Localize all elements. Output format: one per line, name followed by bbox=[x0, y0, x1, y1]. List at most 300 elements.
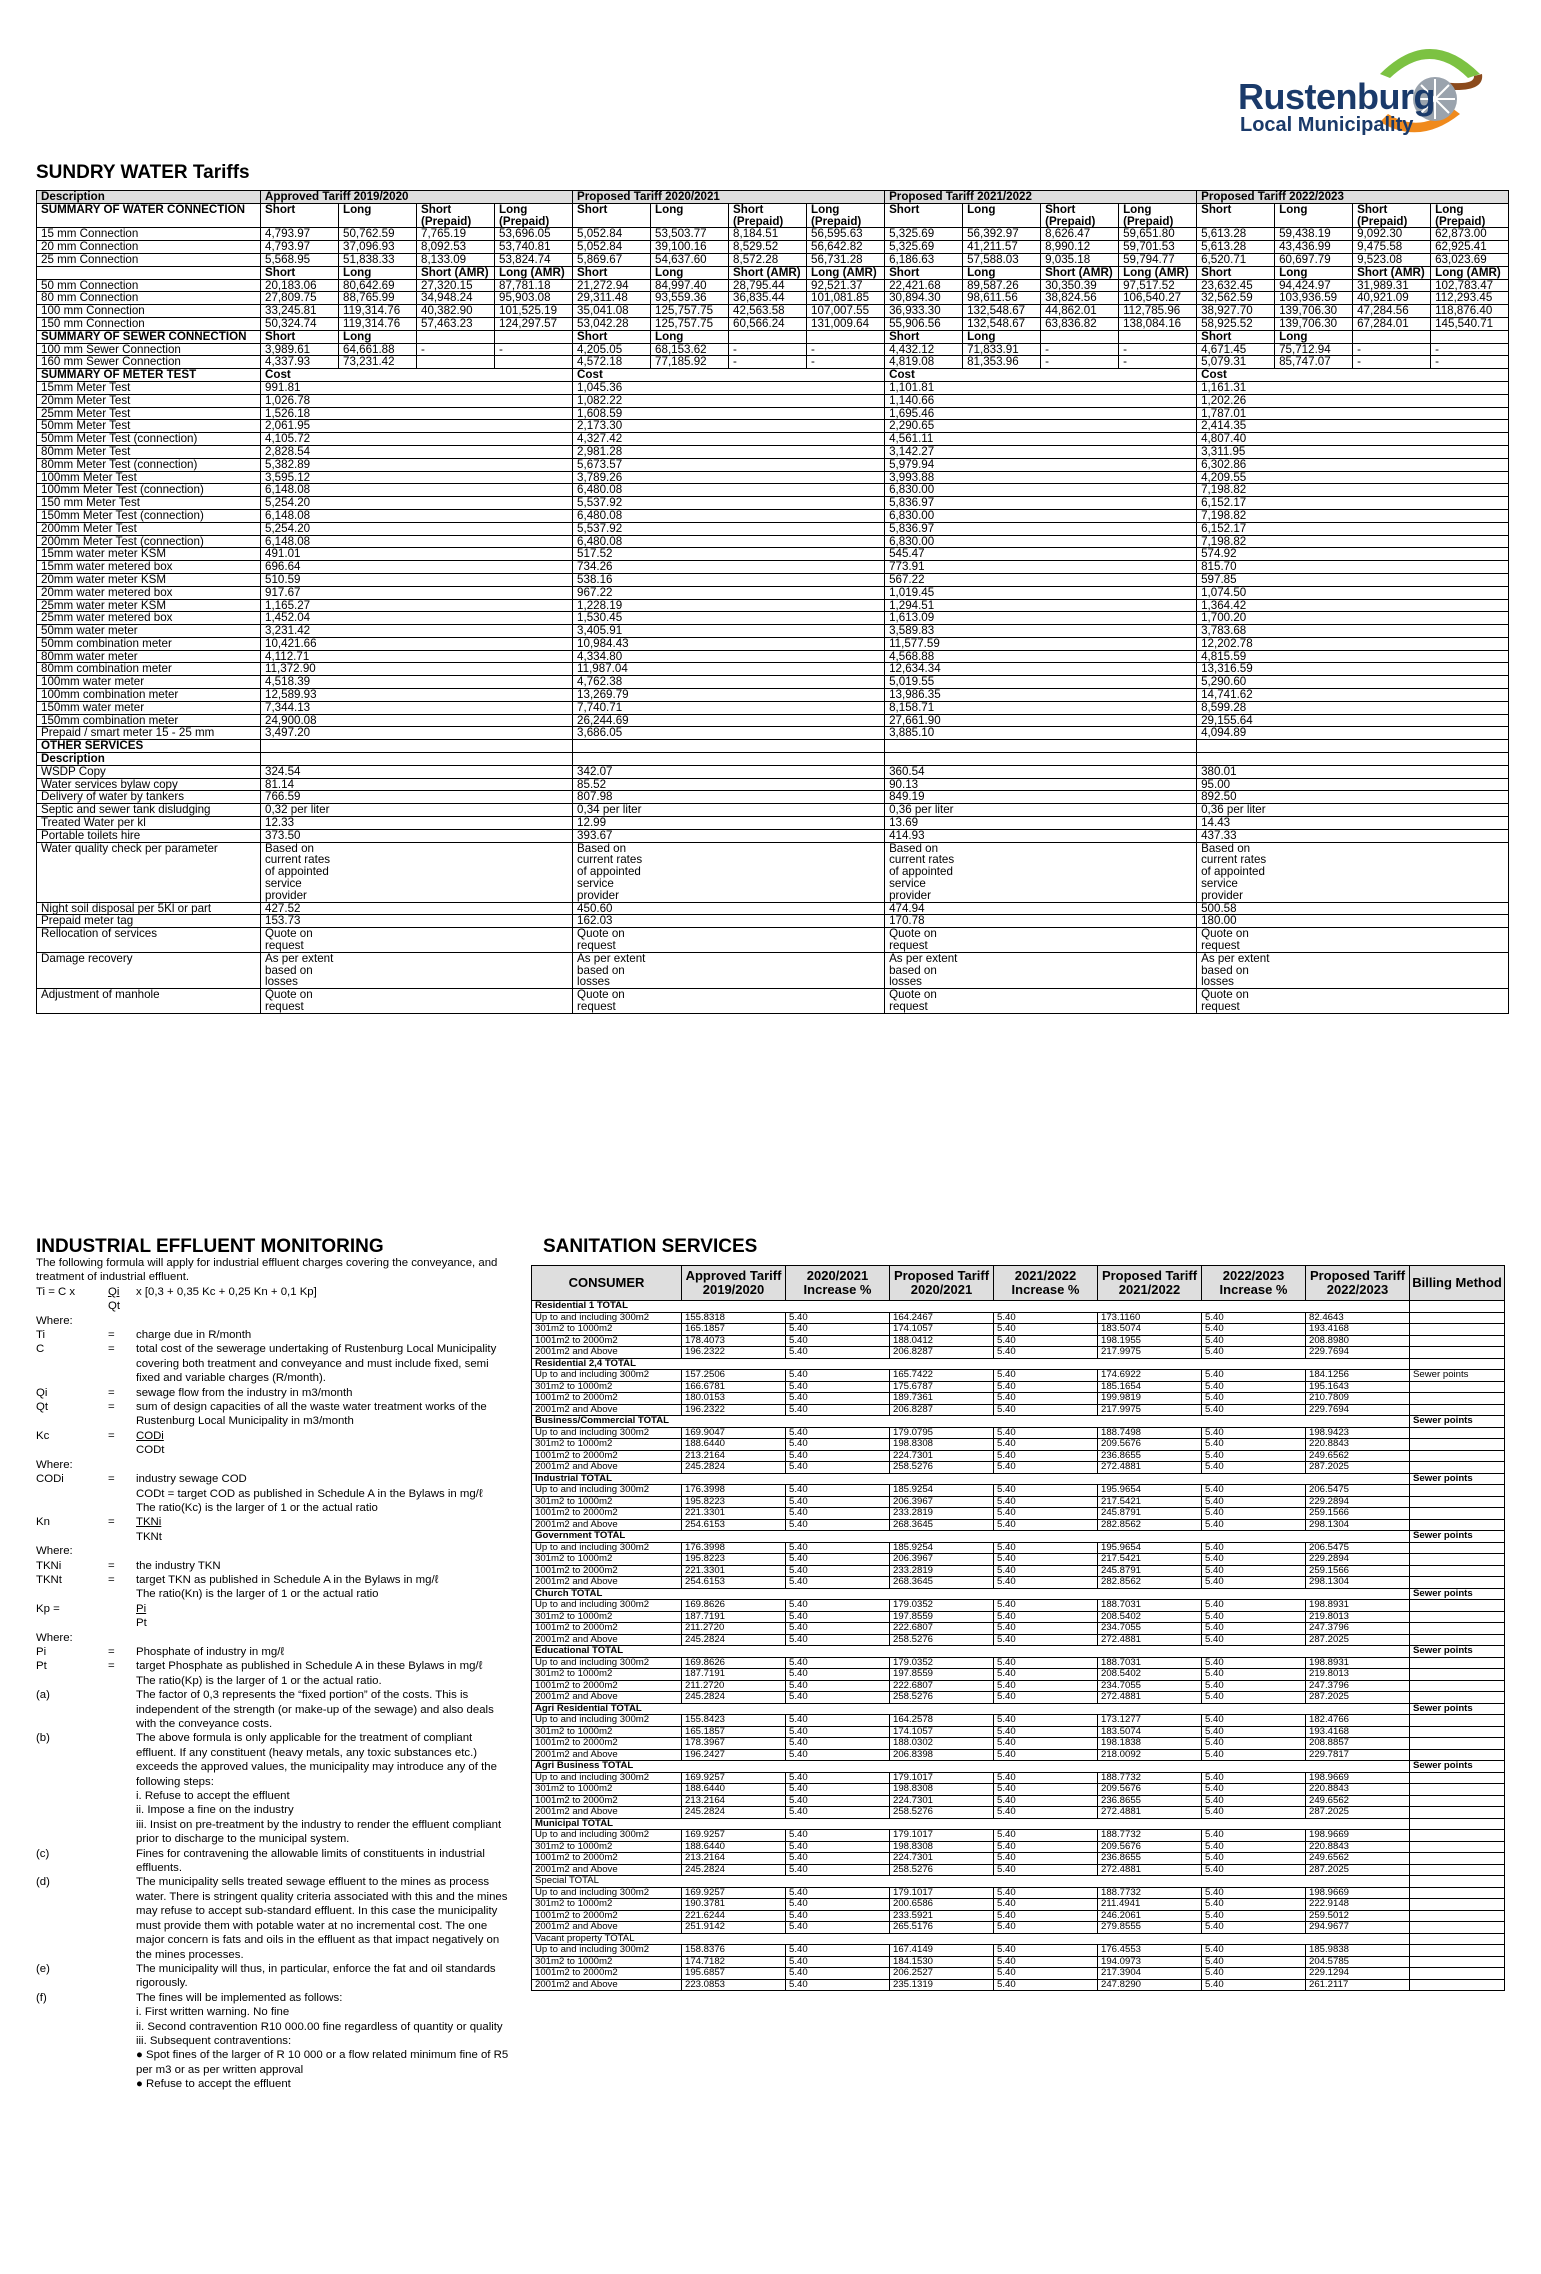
table-cell bbox=[573, 842, 885, 902]
table-cell-text: As per extent based on losses bbox=[577, 951, 646, 989]
effluent-line bbox=[36, 1559, 512, 1573]
table-cell: 2,828.54 bbox=[261, 445, 573, 458]
row-label: 1001m2 to 2000m2 bbox=[532, 1968, 682, 1980]
table-cell: 206.8398 bbox=[890, 1749, 994, 1761]
table-cell: 198.9423 bbox=[1306, 1427, 1410, 1439]
table-row bbox=[37, 445, 1509, 458]
table-cell-text: Quote on request bbox=[889, 988, 937, 1013]
table-cell: 36,835.44 bbox=[729, 292, 807, 305]
table-cell: 5.40 bbox=[786, 1634, 890, 1646]
table-cell: 188.6440 bbox=[682, 1784, 786, 1796]
line-definition: ii. Second contravention R10 000.00 fine regardless of quantity or quality bbox=[136, 2020, 503, 2033]
table-row bbox=[532, 1899, 1505, 1911]
row-label: 2001m2 and Above bbox=[532, 1807, 682, 1819]
table-cell: Short (Prepaid) bbox=[729, 203, 807, 228]
industrial-effluent-text bbox=[36, 1256, 512, 2092]
table-cell: 249.6562 bbox=[1306, 1450, 1410, 1462]
table-row bbox=[37, 740, 1509, 753]
table-cell: Long bbox=[339, 266, 417, 279]
table-cell: 193.4168 bbox=[1306, 1726, 1410, 1738]
col-approved-2019: Approved Tariff 2019/2020 bbox=[682, 1266, 786, 1301]
table-cell: 57,463.23 bbox=[417, 317, 495, 330]
table-cell: 5,052.84 bbox=[573, 241, 651, 254]
effluent-line bbox=[36, 1674, 512, 1688]
table-cell bbox=[1410, 1393, 1505, 1405]
table-cell bbox=[1410, 1450, 1505, 1462]
table-cell: 249.6562 bbox=[1306, 1795, 1410, 1807]
row-label: Night soil disposal per 5Kl or part bbox=[37, 902, 261, 915]
table-cell: 57,588.03 bbox=[963, 253, 1041, 266]
table-cell: - bbox=[1041, 343, 1119, 356]
table-cell-text: Quote on request bbox=[889, 927, 937, 953]
table-cell: 183.5074 bbox=[1098, 1324, 1202, 1336]
table-cell: 176.3998 bbox=[682, 1485, 786, 1497]
table-cell: 11,987.04 bbox=[573, 663, 885, 676]
group-billing bbox=[1410, 1876, 1505, 1888]
table-cell: 1,045.36 bbox=[573, 381, 885, 394]
table-cell: 5.40 bbox=[786, 1519, 890, 1531]
table-cell: 169.8626 bbox=[682, 1657, 786, 1669]
table-cell: 517.52 bbox=[573, 548, 885, 561]
table-cell: 8,572.28 bbox=[729, 253, 807, 266]
table-row bbox=[37, 586, 1509, 599]
table-cell bbox=[1410, 1623, 1505, 1635]
table-cell: 258.5276 bbox=[890, 1634, 994, 1646]
table-cell: 64,661.88 bbox=[339, 343, 417, 356]
table-cell: 204.5785 bbox=[1306, 1956, 1410, 1968]
table-cell: - bbox=[1119, 356, 1197, 369]
table-cell: - bbox=[729, 356, 807, 369]
row-label: 301m2 to 1000m2 bbox=[532, 1841, 682, 1853]
table-cell: 6,148.08 bbox=[261, 535, 573, 548]
group-name: Residential 1 TOTAL bbox=[532, 1301, 1410, 1313]
table-cell: 95.00 bbox=[1197, 778, 1509, 791]
table-cell: 268.3645 bbox=[890, 1519, 994, 1531]
row-label: 80mm Meter Test bbox=[37, 445, 261, 458]
table-cell: 245.2824 bbox=[682, 1634, 786, 1646]
table-cell: 3,993.88 bbox=[885, 471, 1197, 484]
table-row bbox=[532, 1393, 1505, 1405]
table-row bbox=[532, 1807, 1505, 1819]
table-cell: 236.8655 bbox=[1098, 1450, 1202, 1462]
row-label: 301m2 to 1000m2 bbox=[532, 1496, 682, 1508]
table-cell: 5.40 bbox=[786, 1795, 890, 1807]
table-cell: 287.2025 bbox=[1306, 1634, 1410, 1646]
table-cell: 73,231.42 bbox=[339, 356, 417, 369]
table-cell: 5.40 bbox=[786, 1577, 890, 1589]
table-row bbox=[37, 599, 1509, 612]
table-cell: 5.40 bbox=[994, 1726, 1098, 1738]
table-cell: 139,706.30 bbox=[1275, 317, 1353, 330]
table-cell: 62,925.41 bbox=[1431, 241, 1509, 254]
logo-subtitle: Local Municipality bbox=[1240, 114, 1414, 136]
table-cell: 5.40 bbox=[786, 1692, 890, 1704]
table-cell: 5.40 bbox=[994, 1404, 1098, 1416]
table-cell: 5.40 bbox=[994, 1749, 1098, 1761]
table-cell: 85.52 bbox=[573, 778, 885, 791]
table-cell: 567.22 bbox=[885, 573, 1197, 586]
table-cell-text: As per extent based on losses bbox=[889, 951, 958, 989]
table-cell bbox=[885, 952, 1197, 988]
table-cell: 197.8559 bbox=[890, 1611, 994, 1623]
table-cell: 51,838.33 bbox=[339, 253, 417, 266]
table-cell: 211.2720 bbox=[682, 1623, 786, 1635]
row-label: Water services bylaw copy bbox=[37, 778, 261, 791]
table-cell: 164.2578 bbox=[890, 1715, 994, 1727]
row-label: 100mm Meter Test bbox=[37, 471, 261, 484]
table-row bbox=[37, 420, 1509, 433]
table-row bbox=[532, 1611, 1505, 1623]
table-cell bbox=[1197, 842, 1509, 902]
effluent-line bbox=[36, 1515, 512, 1529]
table-row bbox=[37, 458, 1509, 471]
table-cell: 13,986.35 bbox=[885, 689, 1197, 702]
table-cell: - bbox=[1041, 356, 1119, 369]
line-definition bbox=[136, 1458, 512, 1472]
table-cell: Short bbox=[573, 266, 651, 279]
table-cell: 1,026.78 bbox=[261, 394, 573, 407]
table-cell bbox=[1410, 1335, 1505, 1347]
table-cell bbox=[1410, 1726, 1505, 1738]
table-cell: 1,161.31 bbox=[1197, 381, 1509, 394]
table-cell: 103,936.59 bbox=[1275, 292, 1353, 305]
water-table-header bbox=[37, 191, 1509, 204]
table-cell: 5.40 bbox=[994, 1370, 1098, 1382]
group-billing: Sewer points bbox=[1410, 1646, 1505, 1658]
table-row bbox=[37, 804, 1509, 817]
table-cell: 7,344.13 bbox=[261, 701, 573, 714]
table-cell: 414.93 bbox=[885, 829, 1197, 842]
table-cell: Short bbox=[573, 203, 651, 228]
table-cell: 5.40 bbox=[786, 1565, 890, 1577]
table-cell: 187.7191 bbox=[682, 1611, 786, 1623]
table-cell: 217.5421 bbox=[1098, 1554, 1202, 1566]
table-row bbox=[37, 228, 1509, 241]
group-row bbox=[532, 1473, 1505, 1485]
row-label: Up to and including 300m2 bbox=[532, 1772, 682, 1784]
col-2021-2022: Proposed Tariff 2021/2022 bbox=[885, 191, 1197, 204]
table-cell: 131,009.64 bbox=[807, 317, 885, 330]
table-cell: 766.59 bbox=[261, 791, 573, 804]
table-cell: 50,762.59 bbox=[339, 228, 417, 241]
table-cell: 5.40 bbox=[994, 1795, 1098, 1807]
table-cell: 5.40 bbox=[786, 1772, 890, 1784]
table-row bbox=[532, 1864, 1505, 1876]
table-cell: 5.40 bbox=[994, 1577, 1098, 1589]
table-cell: 5.40 bbox=[994, 1381, 1098, 1393]
row-label: 150 mm Meter Test bbox=[37, 497, 261, 510]
table-cell: 5.40 bbox=[1202, 1381, 1306, 1393]
table-cell: 208.8980 bbox=[1306, 1335, 1410, 1347]
table-cell-text: Quote on request bbox=[1201, 988, 1249, 1013]
table-cell: 5.40 bbox=[994, 1692, 1098, 1704]
line-equals: = bbox=[108, 1473, 115, 1486]
table-cell: 198.8308 bbox=[890, 1841, 994, 1853]
table-cell: 8,092.53 bbox=[417, 241, 495, 254]
effluent-line bbox=[36, 1602, 512, 1616]
table-cell: 5.40 bbox=[786, 1680, 890, 1692]
table-cell: 56,642.82 bbox=[807, 241, 885, 254]
table-row bbox=[37, 637, 1509, 650]
table-cell: 294.9677 bbox=[1306, 1922, 1410, 1934]
line-equals: = bbox=[108, 1429, 115, 1442]
table-cell: 6,830.00 bbox=[885, 484, 1197, 497]
table-cell: 32,562.59 bbox=[1197, 292, 1275, 305]
table-cell: 1,101.81 bbox=[885, 381, 1197, 394]
table-row bbox=[37, 522, 1509, 535]
table-cell: 222.9148 bbox=[1306, 1899, 1410, 1911]
table-cell: 12.99 bbox=[573, 817, 885, 830]
effluent-line bbox=[36, 1573, 512, 1587]
table-cell: 2,061.95 bbox=[261, 420, 573, 433]
table-cell: 5.40 bbox=[786, 1979, 890, 1991]
table-cell: 198.8308 bbox=[890, 1784, 994, 1796]
table-cell: 1,526.18 bbox=[261, 407, 573, 420]
table-cell bbox=[495, 356, 573, 369]
table-row bbox=[532, 1784, 1505, 1796]
group-billing: Sewer points bbox=[1410, 1531, 1505, 1543]
table-cell bbox=[1410, 1841, 1505, 1853]
table-cell: 5.40 bbox=[1202, 1393, 1306, 1405]
table-cell: Long (Prepaid) bbox=[807, 203, 885, 228]
table-cell: 5.40 bbox=[1202, 1634, 1306, 1646]
table-cell: 63,023.69 bbox=[1431, 253, 1509, 266]
table-cell: 287.2025 bbox=[1306, 1864, 1410, 1876]
line-definition: Pt bbox=[136, 1617, 147, 1630]
table-row bbox=[532, 1542, 1505, 1554]
table-cell: 195.9654 bbox=[1098, 1542, 1202, 1554]
table-cell: 211.2720 bbox=[682, 1680, 786, 1692]
table-cell: 5.40 bbox=[994, 1450, 1098, 1462]
table-cell: 0,34 per liter bbox=[573, 804, 885, 817]
row-label: 15mm water meter KSM bbox=[37, 548, 261, 561]
table-row bbox=[532, 1577, 1505, 1589]
table-cell: 31,989.31 bbox=[1353, 279, 1431, 292]
table-cell: 5,019.55 bbox=[885, 676, 1197, 689]
table-cell: 734.26 bbox=[573, 561, 885, 574]
line-term: Ti bbox=[36, 1329, 46, 1342]
table-cell: 188.6440 bbox=[682, 1841, 786, 1853]
row-label: Up to and including 300m2 bbox=[532, 1370, 682, 1382]
table-cell: 198.1838 bbox=[1098, 1738, 1202, 1750]
line-definition: The following formula will apply for industrial effluent charges covering the conveyance, and treatment of industrial effluent. bbox=[36, 1257, 498, 1284]
row-label: 2001m2 and Above bbox=[532, 1462, 682, 1474]
col-2022-2023: Proposed Tariff 2022/2023 bbox=[1197, 191, 1509, 204]
table-cell: 5.40 bbox=[994, 1600, 1098, 1612]
table-row bbox=[532, 1623, 1505, 1635]
table-cell: 4,815.59 bbox=[1197, 650, 1509, 663]
row-label: 150mm combination meter bbox=[37, 714, 261, 727]
line-equals: = bbox=[108, 1386, 115, 1399]
line-term: Pi bbox=[36, 1645, 47, 1658]
line-definition: x [0,3 + 0,35 Kc + 0,25 Kn + 0,1 Kp] bbox=[136, 1285, 317, 1298]
row-label: 301m2 to 1000m2 bbox=[532, 1324, 682, 1336]
table-cell bbox=[573, 952, 885, 988]
group-row bbox=[532, 1358, 1505, 1370]
table-cell: 180.0153 bbox=[682, 1393, 786, 1405]
row-label: 1001m2 to 2000m2 bbox=[532, 1393, 682, 1405]
table-cell: 5.40 bbox=[786, 1864, 890, 1876]
table-cell: 221.3301 bbox=[682, 1508, 786, 1520]
table-cell bbox=[1410, 1324, 1505, 1336]
table-cell bbox=[807, 330, 885, 343]
table-cell: 5.40 bbox=[1202, 1692, 1306, 1704]
group-row bbox=[532, 1416, 1505, 1428]
table-cell: 68,153.62 bbox=[651, 343, 729, 356]
effluent-line bbox=[36, 1991, 512, 2005]
table-cell: 5.40 bbox=[1202, 1600, 1306, 1612]
group-row bbox=[532, 1933, 1505, 1945]
row-label: 2001m2 and Above bbox=[532, 1749, 682, 1761]
table-cell: 5.40 bbox=[994, 1841, 1098, 1853]
table-cell: 5.40 bbox=[994, 1634, 1098, 1646]
table-cell: 6,520.71 bbox=[1197, 253, 1275, 266]
table-cell: 5.40 bbox=[786, 1554, 890, 1566]
table-cell bbox=[1410, 1347, 1505, 1359]
table-cell: 5,613.28 bbox=[1197, 228, 1275, 241]
table-cell: 246.2061 bbox=[1098, 1910, 1202, 1922]
table-cell bbox=[1410, 1738, 1505, 1750]
table-cell: 5.40 bbox=[1202, 1784, 1306, 1796]
effluent-line bbox=[36, 1314, 512, 1328]
table-cell: 44,862.01 bbox=[1041, 305, 1119, 318]
table-cell: 380.01 bbox=[1197, 765, 1509, 778]
table-cell: 27,320.15 bbox=[417, 279, 495, 292]
table-cell: 282.8562 bbox=[1098, 1519, 1202, 1531]
table-row bbox=[37, 650, 1509, 663]
table-cell: 208.5402 bbox=[1098, 1611, 1202, 1623]
table-cell: 77,185.92 bbox=[651, 356, 729, 369]
table-cell: 5.40 bbox=[786, 1910, 890, 1922]
table-cell: 5.40 bbox=[1202, 1554, 1306, 1566]
table-cell: 173.1277 bbox=[1098, 1715, 1202, 1727]
line-equals: Qt bbox=[108, 1300, 121, 1313]
table-cell: 254.6153 bbox=[682, 1519, 786, 1531]
line-definition: The municipality sells treated sewage effluent to the mines as process water. There is stringent quality criteria associated with this and the mines may refuse to accept sub-standard effluent. In this case the municipality must provide them with potable water at no incremental cost. The one major concern is fats and oils in the effluent as that impact negatively on the mines processes. bbox=[136, 1876, 508, 1961]
table-cell: 360.54 bbox=[885, 765, 1197, 778]
table-cell: 189.7361 bbox=[890, 1393, 994, 1405]
table-cell: 5.40 bbox=[994, 1485, 1098, 1497]
table-cell-text: As per extent based on losses bbox=[265, 951, 334, 989]
table-cell bbox=[1410, 1542, 1505, 1554]
table-cell: 217.3904 bbox=[1098, 1968, 1202, 1980]
row-label: Up to and including 300m2 bbox=[532, 1657, 682, 1669]
table-cell: 165.7422 bbox=[890, 1370, 994, 1382]
line-definition: charge due in R/month bbox=[136, 1329, 252, 1342]
table-cell bbox=[573, 928, 885, 953]
table-cell: 373.50 bbox=[261, 829, 573, 842]
table-cell: 342.07 bbox=[573, 765, 885, 778]
line-term: Where: bbox=[36, 1314, 73, 1327]
line-definition: total cost of the sewerage undertaking of Rustenburg Local Municipality covering both treatment and conveyance and must include fixed, semi fixed and variable charges (R/month). bbox=[136, 1343, 497, 1385]
municipality-logo bbox=[1230, 34, 1490, 134]
col-description: Description bbox=[37, 191, 261, 204]
table-row bbox=[37, 676, 1509, 689]
row-label: 2001m2 and Above bbox=[532, 1864, 682, 1876]
row-label: Water quality check per parameter bbox=[37, 842, 261, 902]
table-cell: 3,231.42 bbox=[261, 625, 573, 638]
table-row bbox=[532, 1554, 1505, 1566]
table-cell: 81,353.96 bbox=[963, 356, 1041, 369]
table-row bbox=[37, 394, 1509, 407]
table-cell: 1,082.22 bbox=[573, 394, 885, 407]
table-row bbox=[37, 817, 1509, 830]
row-label: 80mm Meter Test (connection) bbox=[37, 458, 261, 471]
table-cell bbox=[1197, 740, 1509, 753]
table-cell: 211.4941 bbox=[1098, 1899, 1202, 1911]
table-cell: 217.9975 bbox=[1098, 1404, 1202, 1416]
table-cell: 194.0973 bbox=[1098, 1956, 1202, 1968]
line-definition bbox=[136, 1544, 512, 1558]
group-row bbox=[532, 1876, 1505, 1888]
table-cell: 195.8223 bbox=[682, 1496, 786, 1508]
table-cell: 4,094.89 bbox=[1197, 727, 1509, 740]
table-cell: 188.7732 bbox=[1098, 1830, 1202, 1842]
table-cell: 213.2164 bbox=[682, 1795, 786, 1807]
table-cell: 197.8559 bbox=[890, 1669, 994, 1681]
table-cell: 58,925.52 bbox=[1197, 317, 1275, 330]
line-definition: target TKN as published in Schedule A in the Bylaws in mg/ℓ bbox=[136, 1573, 439, 1586]
table-cell bbox=[1410, 1922, 1505, 1934]
table-cell: 206.5475 bbox=[1306, 1542, 1410, 1554]
table-cell: 5.40 bbox=[994, 1312, 1098, 1324]
table-row bbox=[532, 1427, 1505, 1439]
table-row bbox=[37, 407, 1509, 420]
row-label: 80mm water meter bbox=[37, 650, 261, 663]
row-label: 100mm water meter bbox=[37, 676, 261, 689]
table-cell: 5.40 bbox=[994, 1496, 1098, 1508]
table-cell: 1,140.66 bbox=[885, 394, 1197, 407]
table-cell: 6,480.08 bbox=[573, 509, 885, 522]
table-cell: 30,350.39 bbox=[1041, 279, 1119, 292]
row-label bbox=[37, 266, 261, 279]
table-cell: 188.7498 bbox=[1098, 1427, 1202, 1439]
table-cell: 5,254.20 bbox=[261, 497, 573, 510]
table-cell: 222.6807 bbox=[890, 1623, 994, 1635]
group-name: Industrial TOTAL bbox=[532, 1473, 1410, 1485]
table-row bbox=[532, 1657, 1505, 1669]
table-cell bbox=[1410, 1381, 1505, 1393]
table-cell: 166.6781 bbox=[682, 1381, 786, 1393]
table-row bbox=[532, 1462, 1505, 1474]
line-definition: The factor of 0,3 represents the “fixed portion” of the costs. This is independent of the strength (or make-up of the sewage) and also deals with the conveyance costs. bbox=[136, 1689, 494, 1730]
table-row bbox=[37, 253, 1509, 266]
table-cell: 3,142.27 bbox=[885, 445, 1197, 458]
table-cell: 4,518.39 bbox=[261, 676, 573, 689]
table-cell: 259.1566 bbox=[1306, 1565, 1410, 1577]
line-definition: The municipality will thus, in particular, enforce the fat and oil standards rigorously. bbox=[136, 1962, 496, 1990]
line-definition: target Phosphate as published in Schedule A in these Bylaws in mg/ℓ bbox=[136, 1660, 483, 1673]
row-label: 200mm Meter Test bbox=[37, 522, 261, 535]
table-cell: 474.94 bbox=[885, 902, 1197, 915]
row-label: 301m2 to 1000m2 bbox=[532, 1669, 682, 1681]
table-cell: - bbox=[495, 343, 573, 356]
effluent-line bbox=[36, 1688, 512, 1731]
table-cell: 23,632.45 bbox=[1197, 279, 1275, 292]
table-cell: 235.1319 bbox=[890, 1979, 994, 1991]
table-cell: 94,424.97 bbox=[1275, 279, 1353, 292]
table-cell bbox=[1410, 1611, 1505, 1623]
table-cell: 545.47 bbox=[885, 548, 1197, 561]
table-cell: 245.8791 bbox=[1098, 1508, 1202, 1520]
table-cell: Long (Prepaid) bbox=[1119, 203, 1197, 228]
table-cell: - bbox=[1353, 356, 1431, 369]
table-cell: 538.16 bbox=[573, 573, 885, 586]
table-cell: 251.9142 bbox=[682, 1922, 786, 1934]
table-cell: 47,284.56 bbox=[1353, 305, 1431, 318]
table-cell: 4,337.93 bbox=[261, 356, 339, 369]
table-cell: 5.40 bbox=[1202, 1404, 1306, 1416]
